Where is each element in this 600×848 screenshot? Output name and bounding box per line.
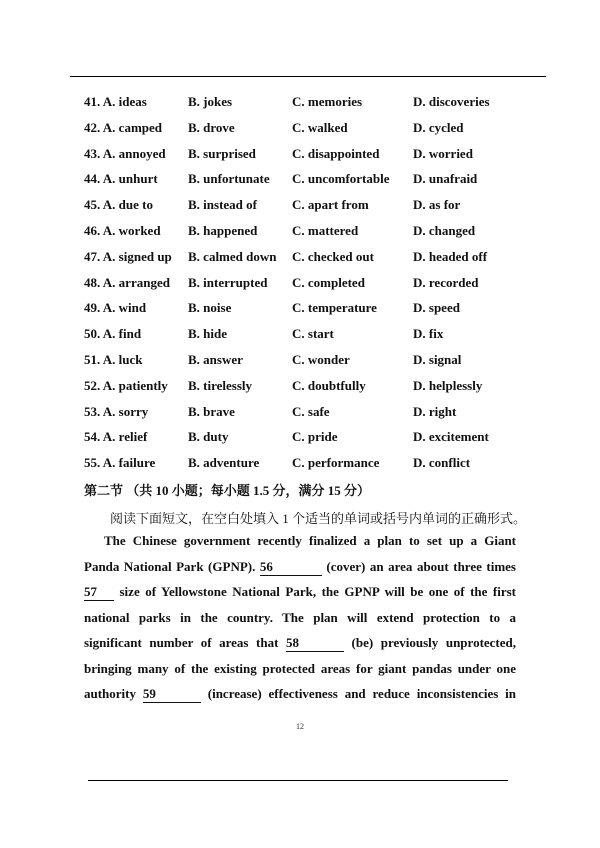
top-rule <box>70 76 546 77</box>
option-42-c: C. walked <box>292 119 348 135</box>
option-43-c: C. disappointed <box>292 145 380 161</box>
option-41-a: 41. A. ideas <box>84 94 147 109</box>
passage-text: (cover) an area about three times <box>326 558 516 574</box>
option-54-d: D. excitement <box>413 429 489 445</box>
option-49-a: 49. A. wind <box>84 300 147 316</box>
question-55-options <box>84 453 524 479</box>
passage-line <box>84 581 516 607</box>
question-46-options <box>84 221 524 247</box>
option-54-b: B. duty <box>188 429 229 445</box>
option-52-c: C. doubtfully <box>292 377 366 393</box>
passage-text: bringing many of the existing protected areas for giant pandas under one <box>84 660 516 676</box>
option-46-a: 46. A. worked <box>84 222 161 238</box>
option-43-b: B. surprised <box>188 145 256 161</box>
option-44-a: 44. A. unhurt <box>84 171 158 187</box>
section-instruction: 阅读下面短文，在空白处填入 1 个适当的单词或括号内单词的正确形式。 <box>110 511 527 526</box>
question-50-options <box>84 324 524 350</box>
passage-text: Panda National Park (GPNP). <box>84 558 256 574</box>
option-53-d: D. right <box>413 403 457 419</box>
option-45-a: 45. A. due to <box>84 197 153 213</box>
option-50-c: C. start <box>292 326 334 342</box>
option-51-d: D. signal <box>413 351 462 367</box>
option-55-b: B. adventure <box>188 455 260 471</box>
passage-line <box>84 683 516 709</box>
option-54-a: 54. A. relief <box>84 429 148 445</box>
section-heading: 第二节 （共 10 小题；每小题 1.5 分，满分 15 分） <box>84 483 371 498</box>
passage-line <box>84 607 516 633</box>
option-44-d: D. unafraid <box>413 171 478 187</box>
option-48-d: D. recorded <box>413 274 479 290</box>
question-42-options <box>84 118 524 144</box>
question-49-options <box>84 298 524 324</box>
passage-text: (increase) effectiveness and reduce inconsistencies in <box>207 686 517 701</box>
question-43-options <box>84 144 524 170</box>
passage-text: authority <box>84 686 136 701</box>
option-49-c: C. temperature <box>292 300 377 316</box>
passage-text: (be) previously unprotected, <box>351 635 517 650</box>
option-41-d: D. discoveries <box>413 94 490 109</box>
blank-59[interactable]: 59 <box>143 686 201 703</box>
passage-text: size of Yellowstone National Park, the GPNP will be one of the first <box>119 584 516 599</box>
option-55-c: C. performance <box>292 455 380 471</box>
question-52-options <box>84 376 524 402</box>
passage-line <box>84 556 516 582</box>
option-45-d: D. as for <box>413 197 461 213</box>
option-54-c: C. pride <box>292 429 338 445</box>
bottom-rule <box>88 780 508 781</box>
option-53-a: 53. A. sorry <box>84 403 149 419</box>
option-53-c: C. safe <box>292 403 330 419</box>
question-48-options <box>84 273 524 299</box>
passage-text: significant number of areas that <box>84 635 279 650</box>
option-47-a: 47. A. signed up <box>84 248 172 264</box>
option-51-c: C. wonder <box>292 351 350 367</box>
option-42-d: D. cycled <box>413 119 464 135</box>
option-47-d: D. headed off <box>413 248 488 264</box>
question-41-options <box>84 92 524 118</box>
passage-text: The Chinese government recently finalized a plan to set up a Giant <box>104 533 516 548</box>
option-48-a: 48. A. arranged <box>84 274 170 290</box>
option-42-b: B. drove <box>188 119 235 135</box>
page-number: 12 <box>296 722 304 731</box>
option-45-b: B. instead of <box>188 197 257 213</box>
option-46-c: C. mattered <box>292 222 359 238</box>
question-54-options <box>84 427 524 453</box>
option-43-a: 43. A. annoyed <box>84 145 166 161</box>
option-41-c: C. memories <box>292 94 363 109</box>
question-45-options <box>84 195 524 221</box>
option-52-b: B. tirelessly <box>188 377 253 393</box>
blank-56[interactable]: 56 <box>260 559 322 576</box>
passage-line <box>84 658 516 684</box>
option-48-c: C. completed <box>292 274 365 290</box>
option-46-d: D. changed <box>413 222 476 238</box>
option-47-b: B. calmed down <box>188 248 277 264</box>
option-47-c: C. checked out <box>292 248 374 264</box>
question-44-options <box>84 169 524 195</box>
passage-line <box>84 632 516 658</box>
option-46-b: B. happened <box>188 222 258 238</box>
option-50-d: D. fix <box>413 326 444 342</box>
option-41-b: B. jokes <box>188 94 233 109</box>
option-44-b: B. unfortunate <box>188 171 270 187</box>
option-51-b: B. answer <box>188 351 243 367</box>
option-51-a: 51. A. luck <box>84 351 143 367</box>
option-55-d: D. conflict <box>413 455 471 471</box>
option-44-c: C. uncomfortable <box>292 171 390 187</box>
option-52-a: 52. A. patiently <box>84 377 168 393</box>
option-48-b: B. interrupted <box>188 274 268 290</box>
answer-options <box>84 92 524 479</box>
blank-58[interactable]: 58 <box>286 635 344 652</box>
passage-text: national parks in the country. The plan will extend protection to a <box>84 609 516 625</box>
option-52-d: D. helplessly <box>413 377 483 393</box>
option-50-b: B. hide <box>188 326 228 342</box>
option-42-a: 42. A. camped <box>84 119 162 135</box>
option-50-a: 50. A. find <box>84 326 142 342</box>
question-51-options <box>84 350 524 376</box>
option-55-a: 55. A. failure <box>84 455 156 471</box>
option-45-c: C. apart from <box>292 197 369 213</box>
option-43-d: D. worried <box>413 145 473 161</box>
option-53-b: B. brave <box>188 403 235 419</box>
option-49-d: D. speed <box>413 300 460 316</box>
option-49-b: B. noise <box>188 300 232 316</box>
question-47-options <box>84 247 524 273</box>
question-53-options <box>84 402 524 428</box>
cloze-passage <box>84 530 516 709</box>
passage-line <box>84 530 516 556</box>
blank-57[interactable]: 57 <box>84 584 114 601</box>
